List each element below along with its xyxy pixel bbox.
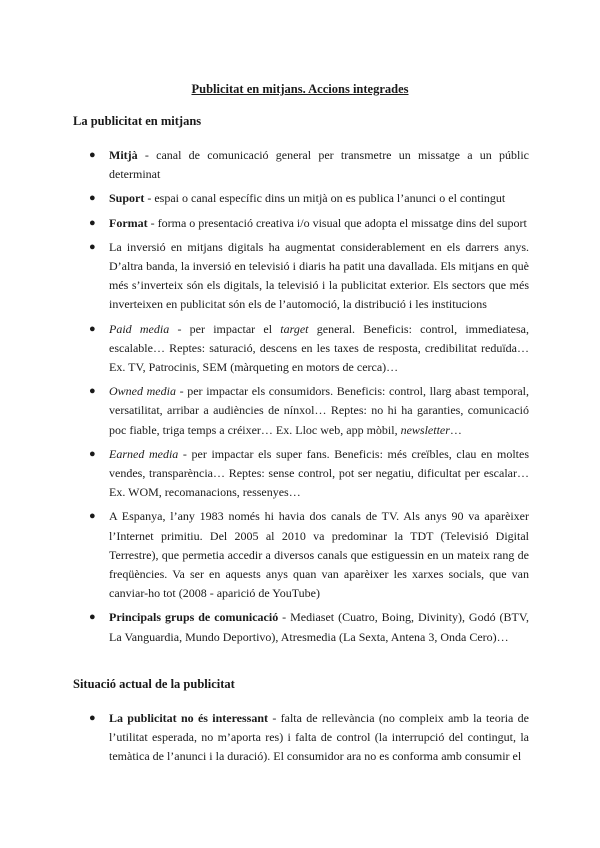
item-text: - falta de rellevància (no compleix amb la teoria de l’utilitat esperada, no m’aporta res) i falta de control (la interrupció del contingut, la temàtica de l’anunci i la duració). El consumidor ara no es conforma amb consumir el	[109, 711, 529, 764]
bullet-icon: ●	[89, 447, 96, 460]
item-text: general. Beneficis: control, immediatesa, escalable… Reptes: saturació, descens en les taxes de resposta, credibilitat reduïda… Ex. TV, Patrocinis, SEM (màrqueting en motors de cerca)…	[109, 321, 529, 375]
item-text: - Mediaset (Cuatro, Boing, Divinity), Godó (BTV, La Vanguardia, Mundo Deportivo), Atresmedia (La Sexta, Antena 3, Onda Cero)…	[109, 610, 530, 644]
bullet-icon: ●	[89, 385, 96, 398]
term-label: Paid media	[109, 321, 170, 336]
item-text: - per impactar els super fans. Beneficis: més creïbles, clau en moltes vendes, transparència… Reptes: sense control, pot ser negatiu, dificultat per escalar… Ex. WOM, recomanacions, ressenyes…	[109, 446, 529, 500]
list-item-digital-investment	[0, 238, 529, 315]
term-label: Suport	[109, 191, 145, 206]
item-italic-text: newsletter	[400, 422, 450, 437]
list-item-format	[0, 214, 529, 233]
document-title: Publicitat en mitjans. Accions integrades	[191, 82, 409, 96]
bullet-icon: ●	[89, 322, 96, 335]
term-label: Mitjà	[109, 148, 138, 162]
item-text: - canal de comunicació general per transmetre un missatge a un públic determinat	[109, 148, 529, 182]
item-text: A Espanya, l’any 1983 només hi havia dos canals de TV. Als anys 90 va aparèixer l’Internet primitiu. Del 2005 al 2010 va predominar la TDT (Televisió Digital Terrestre), que permetia accedir a diversos canals que estiguessin en un mateix rang de freqüències. Va ser en aquests anys quan van aparèixer les xarxes socials, que van canviar-ho tot (2008 - aparició de YouTube)	[109, 509, 529, 601]
list-item-not-interesting	[0, 709, 529, 767]
term-label: Format	[109, 215, 148, 230]
list-item-mitja	[0, 146, 529, 184]
section-heading-current-situation: Situació actual de la publicitat	[73, 677, 235, 691]
media-advertising-list	[0, 146, 529, 652]
bullet-icon: ●	[89, 216, 96, 229]
section-heading-media-advertising: La publicitat en mitjans	[73, 114, 202, 128]
item-italic-text: target	[280, 321, 309, 336]
item-text: - per impactar els consumidors. Beneficis: control, llarg abast temporal, versatilitat, arribar a audiències de nínxol… Reptes: no hi ha garanties, comunicació poc fiable, triga temps a créixer… Ex. Lloc web, app mòbil,	[109, 384, 529, 437]
current-situation-list	[0, 709, 529, 772]
item-text: …	[449, 422, 462, 437]
item-text: - per impactar el	[169, 321, 281, 336]
term-label: Earned media	[109, 446, 179, 461]
bullet-icon: ●	[89, 240, 96, 253]
list-item-owned-media	[0, 382, 529, 440]
bullet-icon: ●	[89, 510, 96, 523]
item-text: La inversió en mitjans digitals ha augmentat considerablement en els darrers anys. D’altra banda, la inversió en televisió i diaris ha patit una davallada. Els mitjans en què més s’inverteix són els digitals, la televisió i la publicitat exterior. Els sectors que més inverteixen en publicitat són els de l’automoció, la distribució i les institucions	[109, 239, 529, 312]
term-label: Principals grups de comunicació	[109, 610, 279, 625]
list-item-communication-groups	[0, 608, 529, 646]
bullet-icon: ●	[89, 712, 96, 724]
list-item-suport	[0, 189, 529, 208]
bullet-icon: ●	[89, 611, 96, 624]
bullet-icon: ●	[89, 149, 96, 161]
term-label: La publicitat no és interessant	[109, 711, 269, 725]
list-item-spain-history	[0, 507, 529, 603]
item-text: - espai o canal específic dins un mitjà on es publica l’anunci o el contingut	[144, 191, 506, 206]
list-item-paid-media	[0, 320, 529, 378]
bullet-icon: ●	[89, 192, 96, 205]
list-item-earned-media	[0, 445, 529, 503]
item-text: - forma o presentació creativa i/o visual que adopta el missatge dins del suport	[147, 215, 527, 230]
term-label: Owned media	[109, 384, 176, 399]
